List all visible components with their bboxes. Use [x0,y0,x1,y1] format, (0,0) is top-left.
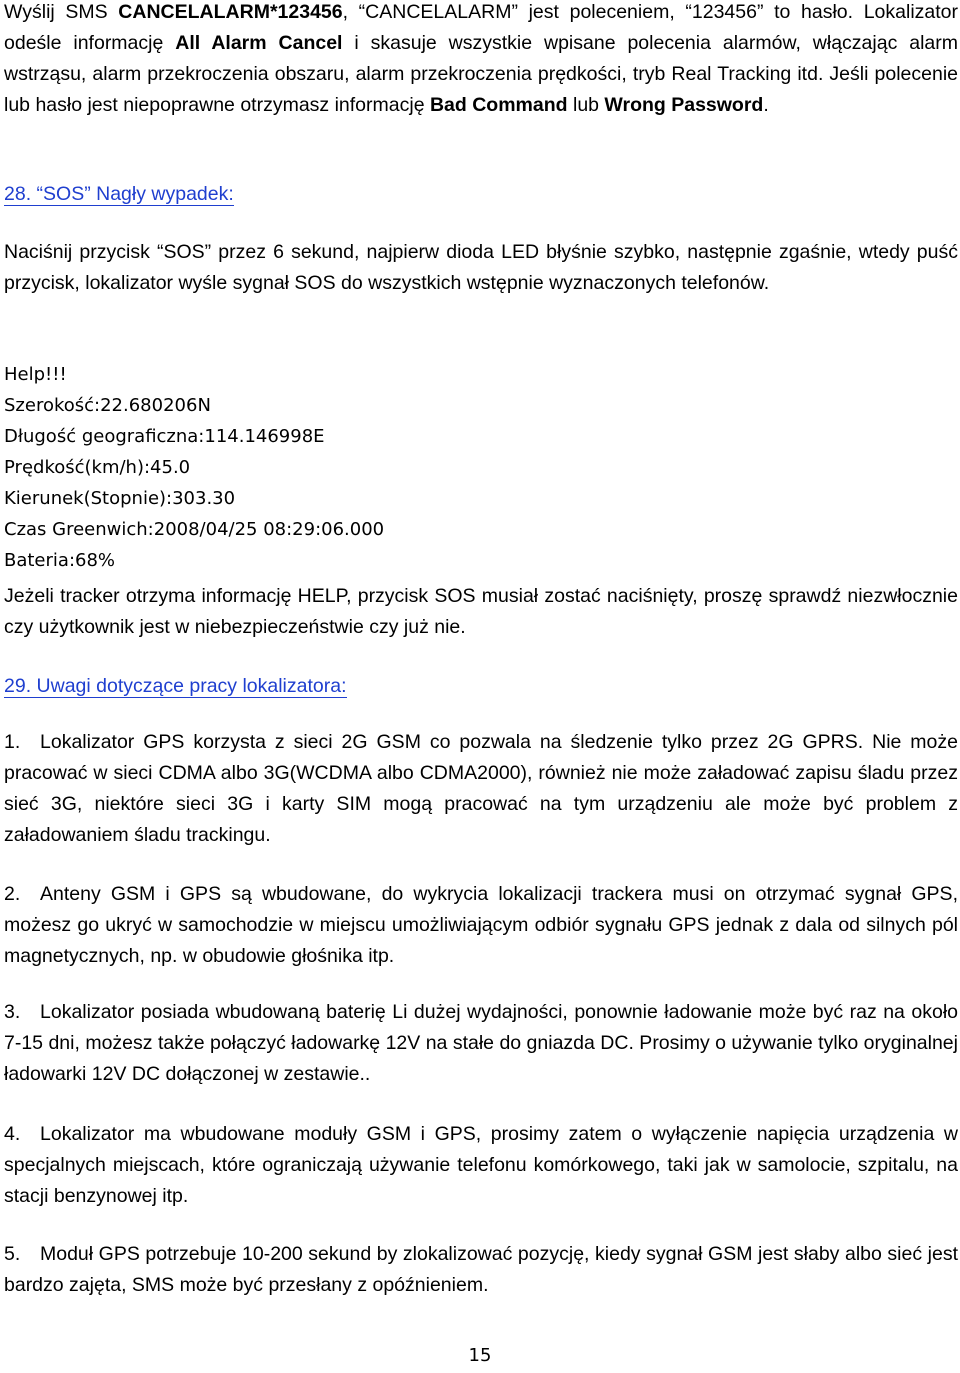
sms-line: Help!!! [4,364,67,385]
intro-paragraph [4,0,958,121]
list-item [4,1119,958,1212]
list-item-number: 2. [4,883,21,905]
wrong-password-text: Wrong Password [604,94,764,116]
list-item-text: Anteny GSM i GPS są wbudowane, do wykrycia lokalizacji trackera musi on otrzymać sygnał GPS, możesz go ukryć w samochodzie w miejscu umożliwiającym odbiór sygnału GPS jednak z dala od silnych pól magnetycznych, np. w obudowie głośnika itp. [4,883,958,967]
section-28-body: Naciśnij przycisk “SOS” przez 6 sekund, najpierw dioda LED błyśnie szybko, następnie zgaśnie, wtedy puść przycisk, lokalizator wyśle sygnał SOS do wszystkich wstępnie wyznaczonych telefonów. [4,241,958,294]
sms-line: Prędkość(km/h):45.0 [4,457,191,478]
command-text: CANCELALARM*123456 [118,1,343,23]
page-number: 15 [468,1345,492,1366]
list-item-text: Lokalizator posiada wbudowaną baterię Li dużej wydajności, ponownie ładowanie może być raz na około 7-15 dni, możesz także połączyć ładowarkę 12V na stałe do gniazda DC. Prosimy o używanie tylko oryginalnej ładowarki 12V DC dołączonej w zestawie.. [4,1001,958,1085]
list-item-number: 5. [4,1243,21,1265]
section-28-heading [4,179,234,210]
bad-command-text: Bad Command [429,94,568,116]
text-run: , “CANCELALARM” jest poleceniem, “123456” to hasło. Lokalizator odeśle informację [4,1,959,54]
list-item [4,1239,958,1301]
section-29-heading [4,671,347,702]
list-item-number: 4. [4,1123,21,1145]
sms-line: Kierunek(Stopnie):303.30 [4,488,236,509]
text-run: lub [567,94,605,116]
section-28-note: Jeżeli tracker otrzyma informację HELP, przycisk SOS musiał zostać naciśnięty, proszę sprawdź niezwłocznie czy użytkownik jest w niebezpieczeństwie czy już nie. [4,585,958,638]
reply-text: All Alarm Cancel [175,32,343,54]
section-title: “SOS” Nagły wypadek: [36,183,234,205]
sms-message-block [4,359,958,576]
sms-line: Szerokość:22.680206N [4,395,211,416]
list-item-text: Lokalizator ma wbudowane moduły GSM i GPS, prosimy zatem o wyłączenie napięcia urządzenia w specjalnych miejscach, które ograniczają używanie telefonu komórkowego, taki jak w samolocie, szpitalu, na stacji benzynowej itp. [4,1123,958,1207]
sms-line: Długość geograficzna:114.146998E [4,426,325,447]
section-number: 29. [4,675,32,697]
text-run: Wyślij SMS [4,1,119,23]
list-item-text: Moduł GPS potrzebuje 10-200 sekund by zlokalizować pozycję, kiedy sygnał GSM jest słaby albo sieć jest bardzo zajęta, SMS może być przesłany z opóźnieniem. [4,1243,958,1296]
section-number: 28. [4,183,32,205]
text-run: i skasuje wszystkie wpisane polecenia alarmów, włączając alarm wstrząsu, alarm przekroczenia obszaru, alarm przekroczenia prędkości, tryb Real Tracking itd. Jeśli polecenie lub hasło jest niepoprawne otrzymasz informację [4,32,958,116]
sms-line: Czas Greenwich:2008/04/25 08:29:06.000 [4,519,385,540]
list-item-text: Lokalizator GPS korzysta z sieci 2G GSM co pozwala na śledzenie tylko przez 2G GPRS. Nie może pracować w sieci CDMA albo 3G(WCDMA albo CDMA2000), również nie może załadować zapisu śladu przez sieć 3G, niektóre sieci 3G i karty SIM mogą pracować na tym urządzeniu ale może być problem z załadowaniem śladu trackingu. [4,731,958,846]
text-run: . [763,94,769,116]
list-item [4,879,958,972]
list-item [4,727,958,851]
list-item [4,997,958,1090]
list-item-number: 1. [4,731,21,753]
sms-line: Bateria:68% [4,550,116,571]
section-title: Uwagi dotyczące pracy lokalizatora: [36,675,347,697]
list-item-number: 3. [4,1001,21,1023]
